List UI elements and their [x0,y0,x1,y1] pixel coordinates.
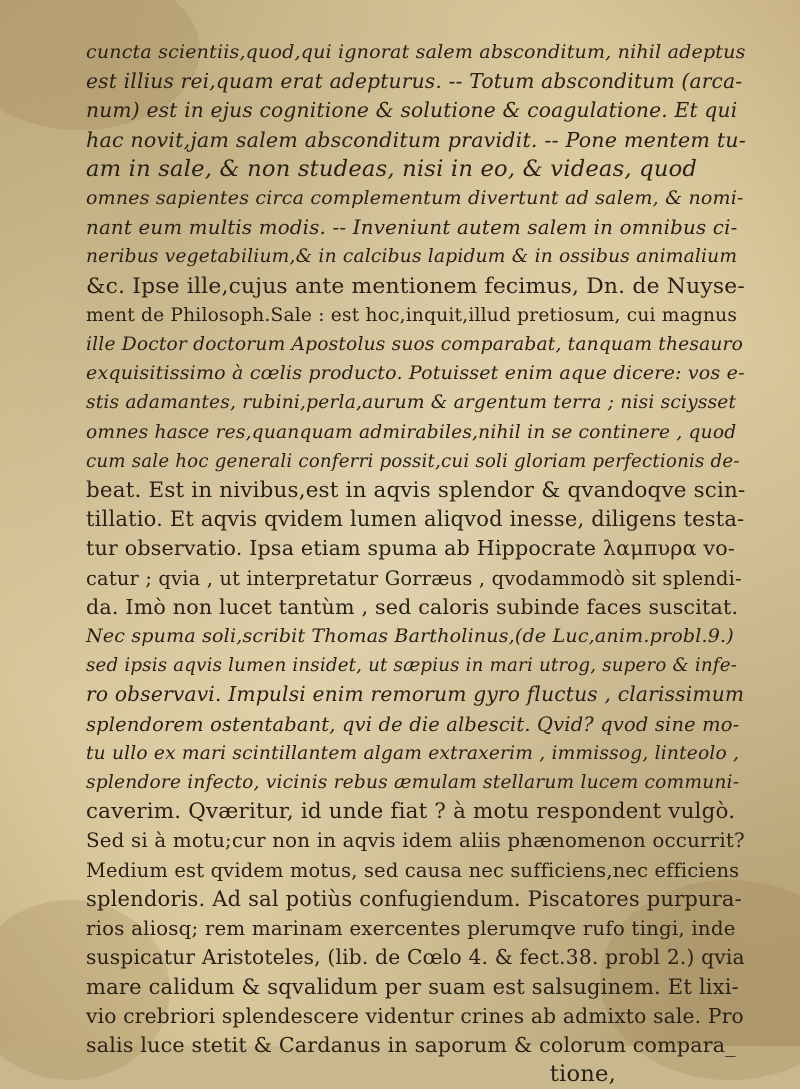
text-line-18: tur observatio. Ipsa etiam spuma ab Hippocrate λαμπυρα vo- [86,536,736,561]
text-line-12: exquisitissimo à cœlis producto. Potuisset enim aque dicere: vos e- [86,362,745,385]
text-line-3: num) est in ejus cognitione & solutione & coagulatione. Et qui [86,98,738,123]
text-line-9: &c. Ipse ille,cujus ante mentionem fecimus, Dn. de Nuyse- [86,273,745,299]
text-line-28: Sed si à motu;cur non in aqvis idem aliis phænomenon occurrit? [86,829,745,853]
text-line-36: tione, [549,1061,616,1088]
text-line-20: da. Imò non lucet tantùm , sed caloris subinde faces suscitat. [86,594,739,619]
text-line-32: suspicatur Aristoteles, (lib. de Cœlo 4. & fect.38. probl 2.) qvia [86,945,745,970]
text-line-35: salis luce stetit & Cardanus in saporum & colorum compara_ [86,1032,736,1057]
text-line-22: sed ipsis aqvis lumen insidet, ut sæpius in mari utrog, supero & infe- [86,655,738,677]
text-line-1: cuncta scientiis,quod,qui ignorat salem absconditum, nihil adeptus [86,41,746,63]
text-line-29: Medium est qvidem motus, sed causa nec sufficiens,nec efficiens [86,858,740,882]
text-line-21: Nec spuma soli,scribit Thomas Bartholinus,(de Luc,anim.probl.9.) [86,625,734,648]
text-line-13: stis adamantes, rubini,perla,aurum & argentum terra ; nisi sciysset [86,392,737,414]
text-line-23: ro observavi. Impulsi enim remorum gyro fluctus , clarissimum [86,682,745,707]
text-line-16: beat. Est in nivibus,est in aqvis splendor & qvandoqve scin- [86,478,746,504]
text-line-14: omnes hasce res,quanquam admirabiles,nihil in se continere , quod [86,421,737,443]
text-line-4: hac novit,jam salem absconditum pravidit. -- Pone mentem tu- [86,127,746,152]
text-line-11: ille Doctor doctorum Apostolus suos comparabat, tanquam thesauro [86,334,744,356]
text-line-6: omnes sapientes circa complementum divertunt ad salem, & nomi- [86,187,744,210]
text-line-17: tillatio. Et aqvis qvidem lumen aliqvod inesse, diligens testa- [86,507,745,532]
text-line-26: splendore infecto, vicinis rebus æmulam stellarum lucem communi- [86,772,740,794]
text-line-7: nant eum multis modis. -- Inveniunt autem salem in omnibus ci- [86,216,738,240]
text-line-2: est illius rei,quam erat adepturus. -- Totum absconditum (arca- [86,69,743,94]
text-line-31: rios aliosq; rem marinam exercentes plerumqve rufo tingi, inde [86,917,736,941]
text-line-27: caverim. Qværitur, id unde fiat ? à motu respondent vulgò. [86,799,736,825]
text-line-24: splendorem ostentabant, qvi de die albescit. Qvid? qvod sine mo- [86,712,740,736]
text-line-15: cum sale hoc generali conferri possit,cui soli gloriam perfectionis de- [86,450,740,472]
text-line-25: tu ullo ex mari scintillantem algam extraxerim , immissog, linteolo , [86,742,740,764]
text-line-19: catur ; qvia , ut interpretatur Gorræus , qvodammodò sit splendi- [86,566,742,590]
text-line-30: splendoris. Ad sal potiùs confugiendum. Piscatores purpura- [86,886,742,911]
text-line-8: neribus vegetabilium,& in calcibus lapidum & in ossibus animalium [86,246,738,268]
text-line-34: vio crebriori splendescere videntur crines ab admixto sale. Pro [86,1003,744,1028]
text-line-10: ment de Philosoph.Sale : est hoc,inquit,illud pretiosum, cui magnus [86,304,738,326]
body-text [86,38,746,1089]
text-line-5: am in sale, & non studeas, nisi in eo, & videas, quod [86,155,698,182]
text-line-33: mare calidum & sqvalidum per suam est salsuginem. Et lixi- [86,974,739,999]
